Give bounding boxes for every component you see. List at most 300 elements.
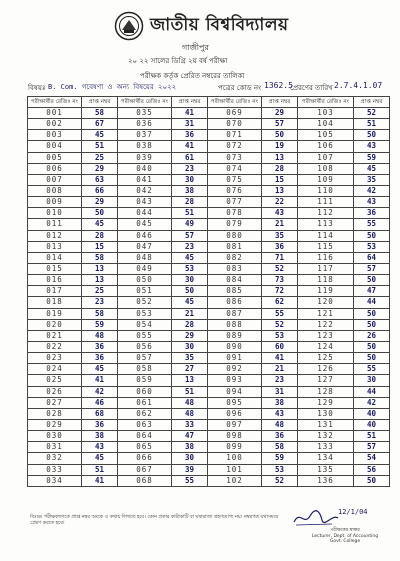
university-title: জাতীয় বিশ্ববিদ্যালয় xyxy=(150,15,289,35)
marks-cell: 52 xyxy=(262,319,298,330)
marks-cell: 30 xyxy=(172,453,208,464)
reg-no-cell: 112 xyxy=(298,208,354,219)
reg-no-cell: 049 xyxy=(118,263,172,274)
marks-cell: 51 xyxy=(172,386,208,397)
marks-cell: 56 xyxy=(354,464,390,475)
table-header-row xyxy=(28,97,390,108)
reg-no-cell: 058 xyxy=(118,364,172,375)
marks-cell: 73 xyxy=(262,275,298,286)
reg-no-cell: 037 xyxy=(118,130,172,141)
reg-no-cell: 003 xyxy=(28,130,82,141)
marks-cell: 57 xyxy=(354,263,390,274)
reg-no-cell: 107 xyxy=(298,152,354,163)
reg-no-cell: 115 xyxy=(298,241,354,252)
table-row xyxy=(28,431,390,442)
marks-cell: 67 xyxy=(82,119,118,130)
marks-cell: 38 xyxy=(82,431,118,442)
reg-no-cell: 059 xyxy=(118,375,172,386)
reg-no-cell: 132 xyxy=(298,431,354,442)
marks-cell: 53 xyxy=(354,241,390,252)
reg-no-cell: 057 xyxy=(118,353,172,364)
header-reg-no: পরীক্ষার্থীর রেজিঃ নং xyxy=(118,97,172,108)
reg-no-cell: 100 xyxy=(208,453,262,464)
marks-cell: 52 xyxy=(354,108,390,119)
marks-cell: 45 xyxy=(82,364,118,375)
marks-cell: 46 xyxy=(82,397,118,408)
marks-cell: 15 xyxy=(262,174,298,185)
reg-no-cell: 010 xyxy=(28,208,82,219)
marks-cell: 63 xyxy=(82,174,118,185)
table-row xyxy=(28,364,390,375)
marks-cell: 41 xyxy=(82,375,118,386)
header-reg-no: পরীক্ষার্থীর রেজিঃ নং xyxy=(28,97,82,108)
reg-no-cell: 074 xyxy=(208,163,262,174)
reg-no-cell: 030 xyxy=(28,431,82,442)
reg-no-cell: 012 xyxy=(28,230,82,241)
marks-cell: 25 xyxy=(82,286,118,297)
reg-no-cell: 056 xyxy=(118,341,172,352)
reg-no-cell: 035 xyxy=(118,108,172,119)
date-label: প্রেরণের তারিখ xyxy=(290,84,333,92)
marks-cell: 30 xyxy=(354,375,390,386)
marks-cell: 51 xyxy=(82,141,118,152)
table-row xyxy=(28,375,390,386)
reg-no-cell: 082 xyxy=(208,252,262,263)
marks-cell: 30 xyxy=(172,174,208,185)
reg-no-cell: 086 xyxy=(208,297,262,308)
marks-cell: 28 xyxy=(172,319,208,330)
marks-cell: 45 xyxy=(354,163,390,174)
reg-no-cell: 099 xyxy=(208,442,262,453)
marks-cell: 41 xyxy=(262,353,298,364)
reg-no-cell: 102 xyxy=(208,475,262,486)
marks-cell: 38 xyxy=(262,397,298,408)
reg-no-cell: 104 xyxy=(298,119,354,130)
header-reg-no: পরীক্ষার্থীর রেজিঃ নং xyxy=(298,97,354,108)
table-row xyxy=(28,286,390,297)
table-row xyxy=(28,174,390,185)
reg-no-cell: 008 xyxy=(28,185,82,196)
code-label: পত্রের কোড নং xyxy=(218,84,262,92)
marks-cell: 51 xyxy=(354,431,390,442)
reg-no-cell: 075 xyxy=(208,174,262,185)
marks-cell: 51 xyxy=(354,119,390,130)
reg-no-cell: 076 xyxy=(208,185,262,196)
marks-cell: 21 xyxy=(172,308,208,319)
reg-no-cell: 034 xyxy=(28,475,82,486)
reg-no-cell: 060 xyxy=(118,386,172,397)
marks-cell: 36 xyxy=(262,241,298,252)
marks-cell: 31 xyxy=(262,386,298,397)
reg-no-cell: 088 xyxy=(208,319,262,330)
reg-no-cell: 087 xyxy=(208,308,262,319)
reg-no-cell: 128 xyxy=(298,386,354,397)
table-row xyxy=(28,208,390,219)
marks-cell: 39 xyxy=(172,464,208,475)
reg-no-cell: 067 xyxy=(118,464,172,475)
reg-no-cell: 017 xyxy=(28,286,82,297)
reg-no-cell: 042 xyxy=(118,185,172,196)
university-logo-icon xyxy=(114,11,144,41)
marks-cell: 49 xyxy=(172,219,208,230)
reg-no-cell: 079 xyxy=(208,219,262,230)
reg-no-cell: 120 xyxy=(298,297,354,308)
reg-no-cell: 025 xyxy=(28,375,82,386)
reg-no-cell: 121 xyxy=(298,308,354,319)
marks-cell: 28 xyxy=(172,197,208,208)
marks-cell: 52 xyxy=(262,475,298,486)
marks-cell: 22 xyxy=(262,197,298,208)
marks-table xyxy=(27,96,390,487)
marks-cell: 13 xyxy=(172,375,208,386)
marks-cell: 50 xyxy=(354,230,390,241)
marks-cell: 57 xyxy=(354,442,390,453)
marks-cell: 29 xyxy=(82,163,118,174)
reg-no-cell: 097 xyxy=(208,419,262,430)
reg-no-cell: 083 xyxy=(208,263,262,274)
marks-cell: 72 xyxy=(262,286,298,297)
reg-no-cell: 105 xyxy=(298,130,354,141)
reg-no-cell: 078 xyxy=(208,208,262,219)
marks-cell: 36 xyxy=(82,353,118,364)
reg-no-cell: 069 xyxy=(208,108,262,119)
stamp-line-1: পরীক্ষকের স্বাক্ষর xyxy=(330,528,360,533)
reg-no-cell: 045 xyxy=(118,219,172,230)
marks-cell: 30 xyxy=(172,275,208,286)
exam-line: ২০ ২২ সালের ডিগ্রি ২য় বর্ষ পরীক্ষা xyxy=(128,57,228,65)
signature-date: 12/1/04 xyxy=(338,508,368,516)
reg-no-cell: 028 xyxy=(28,408,82,419)
marks-cell: 53 xyxy=(262,464,298,475)
reg-no-cell: 015 xyxy=(28,263,82,274)
marks-cell: 50 xyxy=(354,308,390,319)
table-row xyxy=(28,330,390,341)
reg-no-cell: 118 xyxy=(298,275,354,286)
reg-no-cell: 004 xyxy=(28,141,82,152)
reg-no-cell: 047 xyxy=(118,241,172,252)
marks-cell: 60 xyxy=(262,341,298,352)
reg-no-cell: 119 xyxy=(298,286,354,297)
code-value: 1362.5 xyxy=(264,81,293,90)
table-row xyxy=(28,275,390,286)
reg-no-cell: 117 xyxy=(298,263,354,274)
reg-no-cell: 072 xyxy=(208,141,262,152)
reg-no-cell: 106 xyxy=(298,141,354,152)
marks-cell: 19 xyxy=(262,141,298,152)
reg-no-cell: 116 xyxy=(298,252,354,263)
reg-no-cell: 073 xyxy=(208,152,262,163)
subject-label: বিষয়ঃ xyxy=(28,84,46,92)
marks-cell: 50 xyxy=(354,341,390,352)
marks-cell: 55 xyxy=(262,308,298,319)
table-row xyxy=(28,341,390,352)
reg-no-cell: 066 xyxy=(118,453,172,464)
marks-cell: 36 xyxy=(82,419,118,430)
reg-no-cell: 040 xyxy=(118,163,172,174)
reg-no-cell: 005 xyxy=(28,152,82,163)
marks-cell: 40 xyxy=(354,419,390,430)
reg-no-cell: 062 xyxy=(118,408,172,419)
marks-cell: 48 xyxy=(262,419,298,430)
reg-no-cell: 050 xyxy=(118,275,172,286)
reg-no-cell: 098 xyxy=(208,431,262,442)
meta-row xyxy=(28,82,386,94)
reg-no-cell: 006 xyxy=(28,163,82,174)
reg-no-cell: 054 xyxy=(118,319,172,330)
stamp-line-3: Govt. College xyxy=(329,539,361,544)
table-row xyxy=(28,219,390,230)
university-location: গাজীপুর xyxy=(182,43,209,52)
marks-cell: 41 xyxy=(82,475,118,486)
marks-cell: 45 xyxy=(82,130,118,141)
reg-no-cell: 094 xyxy=(208,386,262,397)
date-value: 2.7.4.1.07 xyxy=(334,81,383,90)
reg-no-cell: 051 xyxy=(118,286,172,297)
reg-no-cell: 114 xyxy=(298,230,354,241)
reg-no-cell: 123 xyxy=(298,330,354,341)
reg-no-cell: 113 xyxy=(298,219,354,230)
table-row xyxy=(28,297,390,308)
form-title: পরীক্ষক কর্তৃক প্রেরিত নম্বরের তালিকা xyxy=(140,72,245,80)
marks-cell: 50 xyxy=(354,319,390,330)
reg-no-cell: 031 xyxy=(28,442,82,453)
marks-cell: 40 xyxy=(354,408,390,419)
table-row xyxy=(28,353,390,364)
table-row xyxy=(28,230,390,241)
examiner-stamp xyxy=(300,528,390,545)
marks-cell: 44 xyxy=(354,297,390,308)
marks-cell: 23 xyxy=(262,375,298,386)
reg-no-cell: 071 xyxy=(208,130,262,141)
reg-no-cell: 111 xyxy=(298,197,354,208)
table-row xyxy=(28,308,390,319)
reg-no-cell: 085 xyxy=(208,286,262,297)
marks-cell: 29 xyxy=(82,197,118,208)
marks-cell: 44 xyxy=(354,386,390,397)
reg-no-cell: 026 xyxy=(28,386,82,397)
reg-no-cell: 055 xyxy=(118,330,172,341)
reg-no-cell: 093 xyxy=(208,375,262,386)
marks-cell: 47 xyxy=(172,431,208,442)
table-row xyxy=(28,108,390,119)
marks-cell: 45 xyxy=(172,252,208,263)
marks-cell: 61 xyxy=(172,152,208,163)
marks-cell: 42 xyxy=(354,397,390,408)
stamp-line-2: Lecturer, Dept. of Accounting xyxy=(311,533,379,539)
marks-cell: 23 xyxy=(172,163,208,174)
table-row xyxy=(28,386,390,397)
reg-no-cell: 124 xyxy=(298,341,354,352)
subject-value: B. Com. গবেষণা ও অন্য বিষয়ের ২০২২ xyxy=(48,83,177,91)
table-row xyxy=(28,130,390,141)
reg-no-cell: 013 xyxy=(28,241,82,252)
marks-cell: 38 xyxy=(172,442,208,453)
reg-no-cell: 041 xyxy=(118,174,172,185)
reg-no-cell: 043 xyxy=(118,197,172,208)
marks-cell: 45 xyxy=(82,219,118,230)
reg-no-cell: 014 xyxy=(28,252,82,263)
marks-cell: 13 xyxy=(82,263,118,274)
reg-no-cell: 090 xyxy=(208,341,262,352)
marks-cell: 43 xyxy=(354,197,390,208)
reg-no-cell: 089 xyxy=(208,330,262,341)
marks-cell: 50 xyxy=(354,353,390,364)
marks-cell: 21 xyxy=(262,219,298,230)
marks-cell: 59 xyxy=(82,319,118,330)
marks-cell: 25 xyxy=(82,152,118,163)
reg-no-cell: 048 xyxy=(118,252,172,263)
table-row xyxy=(28,197,390,208)
reg-no-cell: 108 xyxy=(298,163,354,174)
table-row xyxy=(28,185,390,196)
reg-no-cell: 065 xyxy=(118,442,172,453)
marks-cell: 15 xyxy=(82,241,118,252)
marks-cell: 59 xyxy=(262,453,298,464)
reg-no-cell: 020 xyxy=(28,319,82,330)
reg-no-cell: 084 xyxy=(208,275,262,286)
marks-cell: 36 xyxy=(354,208,390,219)
reg-no-cell: 133 xyxy=(298,442,354,453)
reg-no-cell: 127 xyxy=(298,375,354,386)
reg-no-cell: 109 xyxy=(298,174,354,185)
marks-cell: 41 xyxy=(172,141,208,152)
marks-cell: 29 xyxy=(262,108,298,119)
marks-cell: 45 xyxy=(82,453,118,464)
table-row xyxy=(28,408,390,419)
reg-no-cell: 021 xyxy=(28,330,82,341)
marks-cell: 13 xyxy=(262,185,298,196)
marks-cell: 13 xyxy=(82,275,118,286)
reg-no-cell: 134 xyxy=(298,453,354,464)
marks-cell: 53 xyxy=(262,330,298,341)
marks-cell: 30 xyxy=(172,341,208,352)
reg-no-cell: 033 xyxy=(28,464,82,475)
marks-cell: 35 xyxy=(172,353,208,364)
marks-cell: 68 xyxy=(82,408,118,419)
reg-no-cell: 068 xyxy=(118,475,172,486)
reg-no-cell: 046 xyxy=(118,230,172,241)
marks-cell: 43 xyxy=(262,208,298,219)
marks-cell: 23 xyxy=(82,297,118,308)
marks-cell: 58 xyxy=(82,252,118,263)
reg-no-cell: 101 xyxy=(208,464,262,475)
marks-cell: 48 xyxy=(172,397,208,408)
marks-cell: 42 xyxy=(354,185,390,196)
reg-no-cell: 130 xyxy=(298,408,354,419)
reg-no-cell: 016 xyxy=(28,275,82,286)
reg-no-cell: 052 xyxy=(118,297,172,308)
marks-cell: 35 xyxy=(354,174,390,185)
table-row xyxy=(28,319,390,330)
marks-cell: 50 xyxy=(354,275,390,286)
header-reg-no: পরীক্ষার্থীর রেজিঃ নং xyxy=(208,97,262,108)
marks-cell: 48 xyxy=(172,408,208,419)
marks-cell: 28 xyxy=(82,230,118,241)
marks-cell: 13 xyxy=(262,152,298,163)
reg-no-cell: 002 xyxy=(28,119,82,130)
marks-cell: 28 xyxy=(262,163,298,174)
reg-no-cell: 131 xyxy=(298,419,354,430)
reg-no-cell: 053 xyxy=(118,308,172,319)
reg-no-cell: 027 xyxy=(28,397,82,408)
reg-no-cell: 029 xyxy=(28,419,82,430)
marks-cell: 31 xyxy=(172,119,208,130)
marks-cell: 50 xyxy=(354,475,390,486)
marks-cell: 29 xyxy=(172,330,208,341)
table-row xyxy=(28,475,390,486)
marks-cell: 27 xyxy=(172,364,208,375)
table-row xyxy=(28,464,390,475)
table-row xyxy=(28,453,390,464)
reg-no-cell: 096 xyxy=(208,408,262,419)
reg-no-cell: 039 xyxy=(118,152,172,163)
reg-no-cell: 018 xyxy=(28,297,82,308)
marks-cell: 45 xyxy=(172,297,208,308)
reg-no-cell: 135 xyxy=(298,464,354,475)
marks-cell: 71 xyxy=(262,252,298,263)
table-row xyxy=(28,152,390,163)
marks-cell: 41 xyxy=(172,108,208,119)
marks-cell: 58 xyxy=(262,442,298,453)
reg-no-cell: 077 xyxy=(208,197,262,208)
header-marks: প্রাপ্ত নম্বর xyxy=(262,97,298,108)
reg-no-cell: 019 xyxy=(28,308,82,319)
reg-no-cell: 126 xyxy=(298,364,354,375)
table-row xyxy=(28,141,390,152)
marks-cell: 42 xyxy=(82,386,118,397)
reg-no-cell: 036 xyxy=(118,119,172,130)
marks-cell: 33 xyxy=(172,419,208,430)
reg-no-cell: 122 xyxy=(298,319,354,330)
reg-no-cell: 022 xyxy=(28,341,82,352)
marks-cell: 50 xyxy=(82,208,118,219)
marks-cell: 51 xyxy=(172,208,208,219)
reg-no-cell: 024 xyxy=(28,364,82,375)
marks-cell: 43 xyxy=(262,408,298,419)
header-marks: প্রাপ্ত নম্বর xyxy=(172,97,208,108)
reg-no-cell: 032 xyxy=(28,453,82,464)
marks-cell: 58 xyxy=(82,108,118,119)
reg-no-cell: 001 xyxy=(28,108,82,119)
reg-no-cell: 038 xyxy=(118,141,172,152)
marks-cell: 50 xyxy=(172,286,208,297)
table-row xyxy=(28,241,390,252)
marks-cell: 66 xyxy=(82,185,118,196)
reg-no-cell: 007 xyxy=(28,174,82,185)
table-row xyxy=(28,397,390,408)
reg-no-cell: 011 xyxy=(28,219,82,230)
reg-no-cell: 009 xyxy=(28,197,82,208)
reg-no-cell: 095 xyxy=(208,397,262,408)
footer-note: বিঃদ্রঃ পরীক্ষকগণকে প্রাপ্ত নম্বর অংকে ও কথায় লিখতে হবে। কোন প্রকার কাটাকাটি বা ঘষামাজা গ্রহণযোগ্য নয়। নম্বরপত্র যথাসময়ে প্রেরণ করতে হবে। xyxy=(30,515,279,526)
reg-no-cell: 061 xyxy=(118,397,172,408)
reg-no-cell: 023 xyxy=(28,353,82,364)
marks-cell: 50 xyxy=(262,130,298,141)
marks-cell: 43 xyxy=(354,141,390,152)
reg-no-cell: 080 xyxy=(208,230,262,241)
header-marks: প্রাপ্ত নম্বর xyxy=(354,97,390,108)
reg-no-cell: 070 xyxy=(208,119,262,130)
marks-cell: 23 xyxy=(172,241,208,252)
reg-no-cell: 091 xyxy=(208,353,262,364)
marks-cell: 36 xyxy=(82,341,118,352)
marks-cell: 21 xyxy=(262,364,298,375)
marks-cell: 50 xyxy=(354,130,390,141)
marks-cell: 43 xyxy=(82,442,118,453)
reg-no-cell: 081 xyxy=(208,241,262,252)
marks-cell: 26 xyxy=(354,330,390,341)
reg-no-cell: 136 xyxy=(298,475,354,486)
